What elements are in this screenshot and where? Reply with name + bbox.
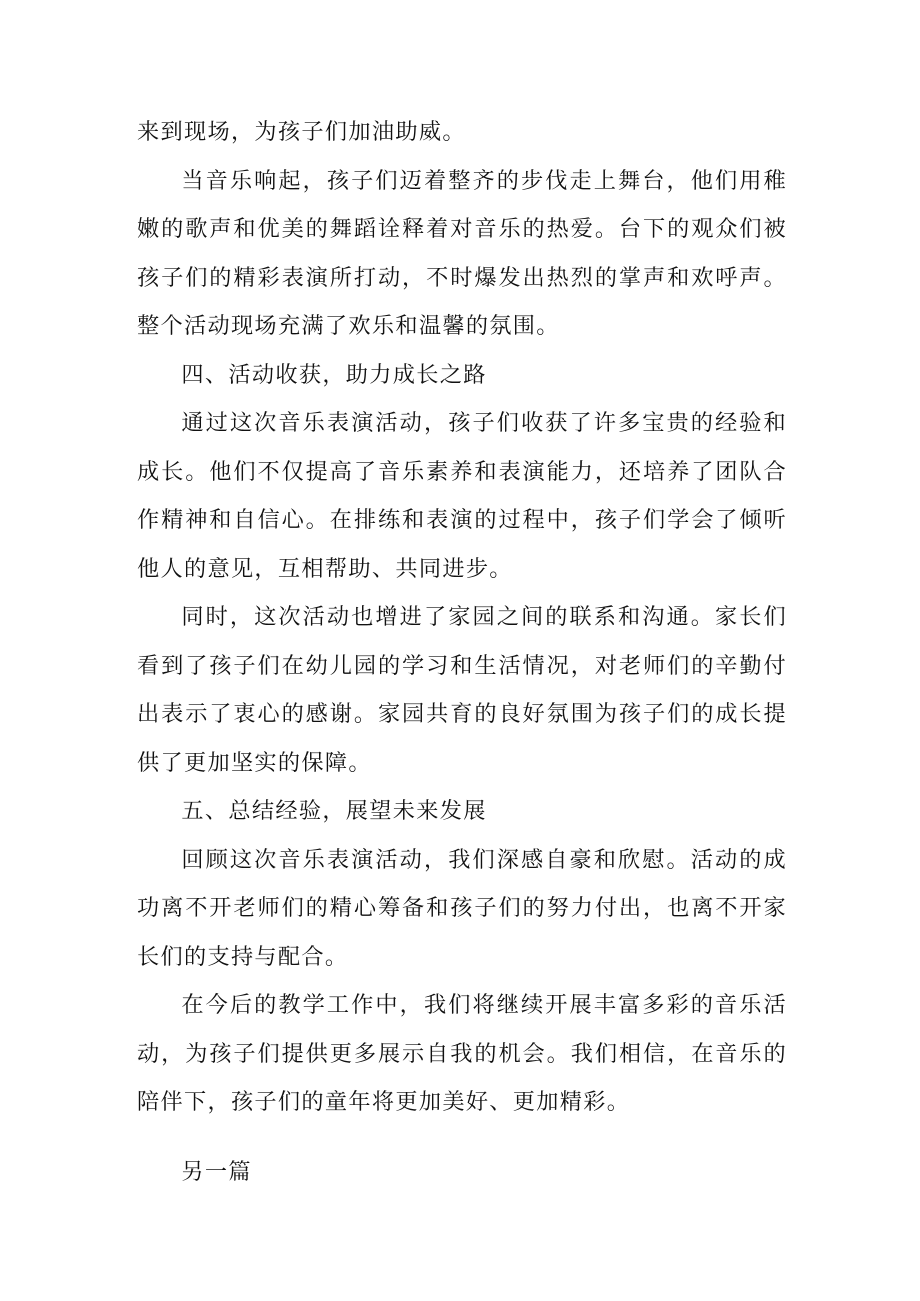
another-article-heading: 另一篇 bbox=[181, 1158, 252, 1185]
section-heading-five: 五、总结经验，展望未来发展 bbox=[181, 798, 487, 824]
paragraph-performance: 当音乐响起，孩子们迈着整齐的步伐走上舞台，他们用稚嫩的歌声和优美的舞蹈诠释着对音乐的热爱。台下的观众们被孩子们的精彩表演所打动，不时爆发出热烈的掌声和欢呼声。整个活动现场充满了欢乐和温馨的氛围。 bbox=[137, 167, 787, 339]
paragraph-future: 在今后的教学工作中，我们将继续开展丰富多彩的音乐活动，为孩子们提供更多展示自我的机会。我们相信，在音乐的陪伴下，孩子们的童年将更加美好、更加精彩。 bbox=[137, 992, 787, 1115]
document-body bbox=[137, 108, 787, 1196]
paragraph-gains: 通过这次音乐表演活动，孩子们收获了许多宝贵的经验和成长。他们不仅提高了音乐素养和表演能力，还培养了团队合作精神和自信心。在排练和表演的过程中，孩子们学会了倾听他人的意见，互相帮助、共同进步。 bbox=[137, 410, 787, 582]
paragraph-continuation: 来到现场，为孩子们加油助威。 bbox=[137, 119, 466, 145]
paragraph-home-school: 同时，这次活动也增进了家园之间的联系和沟通。家长们看到了孩子们在幼儿园的学习和生活情况，对老师们的辛勤付出表示了衷心的感谢。家园共育的良好氛围为孩子们的成长提供了更加坚实的保障。 bbox=[137, 604, 787, 776]
section-heading-four: 四、活动收获，助力成长之路 bbox=[181, 361, 487, 388]
paragraph-review: 回顾这次音乐表演活动，我们深感自豪和欣慰。活动的成功离不开老师们的精心筹备和孩子们的努力付出，也离不开家长们的支持与配合。 bbox=[137, 846, 787, 970]
